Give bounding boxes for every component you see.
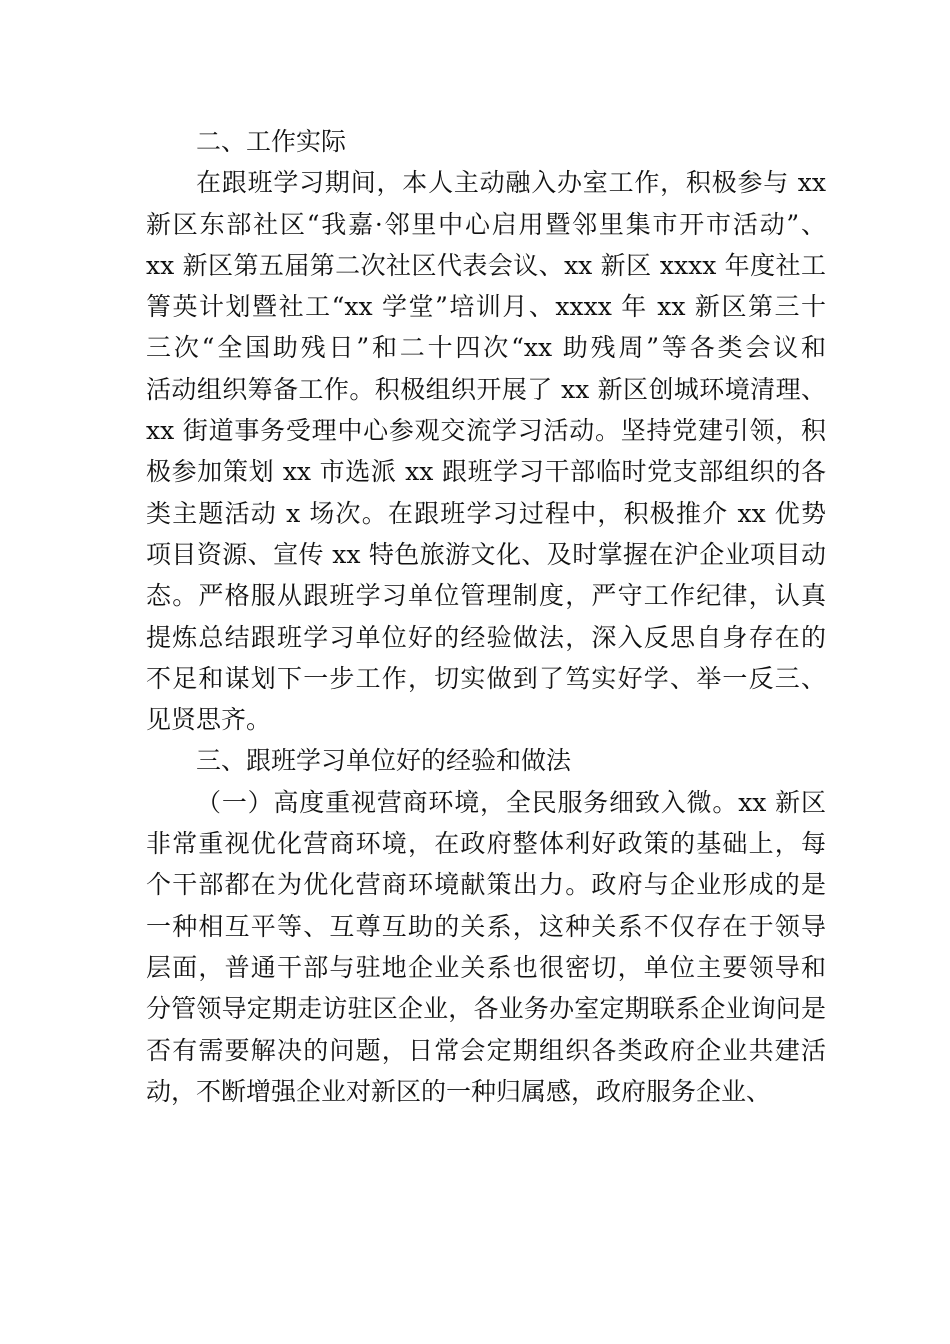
paragraph-experience (146, 782, 826, 1112)
text-line: 在跟班学习期间，本人主动融入办室工作，积极参与 xx (196, 168, 826, 198)
text-line: 活动组织筹备工作。积极组织开展了 xx 新区创城环境清理、 (146, 374, 826, 404)
text-line: 非常重视优化营商环境，在政府整体利好政策的基础上，每 (146, 829, 826, 859)
paragraph-work (146, 162, 826, 740)
text-line: 个干部都在为优化营商环境献策出力。政府与企业形成的是 (146, 870, 826, 900)
text-line: 层面，普通干部与驻地企业关系也很密切，单位主要领导和 (146, 952, 826, 982)
text-line: 一种相互平等、互尊互助的关系，这种关系不仅存在于领导 (146, 911, 826, 941)
text-line: 动，不断增强企业对新区的一种归属感，政府服务企业、 (146, 1076, 772, 1106)
text-line: 不足和谋划下一步工作，切实做到了笃实好学、举一反三、 (146, 663, 826, 693)
text-line: 项目资源、宣传 xx 特色旅游文化、及时掌握在沪企业项目动 (146, 539, 826, 569)
section-heading-work: 二、工作实际 (196, 127, 347, 156)
text-line: 箐英计划暨社工“xx 学堂”培训月、xxxx 年 xx 新区第三十 (146, 292, 826, 322)
text-line: 态。严格服从跟班学习单位管理制度，严守工作纪律，认真 (146, 581, 826, 611)
document-body (146, 121, 826, 1112)
text-line: 提炼总结跟班学习单位好的经验做法，深入反思自身存在的 (146, 622, 826, 652)
text-line: 见贤思齐。 (146, 705, 272, 735)
text-line: 新区东部社区“我嘉·邻里中心启用暨邻里集市开市活动”、 (146, 209, 826, 239)
text-line: 类主题活动 x 场次。在跟班学习过程中，积极推介 xx 优势 (146, 498, 826, 528)
text-line: 否有需要解决的问题，日常会定期组织各类政府企业共建活 (146, 1035, 826, 1065)
text-line: 三次“全国助残日”和二十四次“xx 助残周”等各类会议和 (146, 333, 826, 363)
text-line: （一）高度重视营商环境，全民服务细致入微。xx 新区 (196, 787, 826, 817)
section-heading-experience: 三、跟班学习单位好的经验和做法 (196, 746, 572, 776)
text-line: xx 街道事务受理中心参观交流学习活动。坚持党建引领，积 (146, 416, 826, 446)
text-line: 分管领导定期走访驻区企业，各业务办室定期联系企业询问是 (146, 994, 826, 1024)
text-line: 极参加策划 xx 市选派 xx 跟班学习干部临时党支部组织的各 (146, 457, 826, 487)
text-line: xx 新区第五届第二次社区代表会议、xx 新区 xxxx 年度社工 (146, 250, 826, 280)
